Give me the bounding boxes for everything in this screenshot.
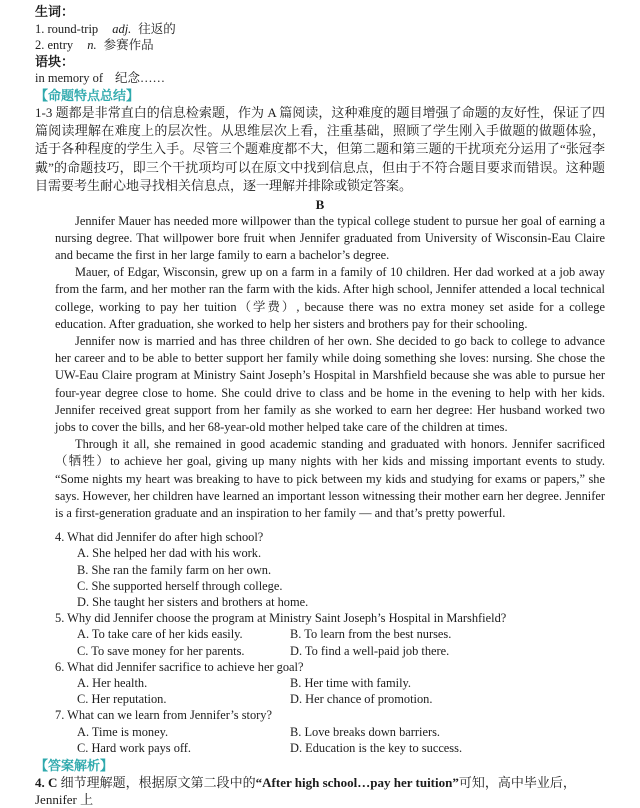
passage-paragraph-4: Through it all, she remained in good academic standing and graduated with honors. Jennifer sacrificed（牺牲）to achieve her goal, giving up many nights with her kids and missing important events to study. “Some nights my heart was breaking to have to pick between my kids and studying for exams or papers,” she says. However, her children have learned an important lesson witnessing their mother earn her degree. Jennifer is a first-generation graduate and an inspiration to her family — and that’s pretty powerful. <box>55 437 605 520</box>
analysis-answer-4-line <box>35 775 605 808</box>
vocab-item-1 <box>35 21 605 38</box>
question-6 <box>55 659 605 708</box>
question-7-stem: 7. What can we learn from Jennifer’s story? <box>55 708 272 723</box>
passage-title: B <box>315 196 325 212</box>
question-5-option-b: B. To learn from the best nurses. <box>290 627 452 642</box>
question-6-stem: 6. What did Jennifer sacrifice to achieve her goal? <box>55 659 304 674</box>
question-4 <box>55 529 605 610</box>
question-7-option-c: C. Hard work pays off. <box>77 740 192 755</box>
question-6-options-row-2 <box>55 691 605 707</box>
analysis-text-2: 可知，高中毕业后，Jennifer 上 <box>35 775 576 807</box>
chunk-phrase: in memory of <box>35 71 104 85</box>
vocab-word: 2. entry <box>35 38 74 52</box>
question-5-option-a: A. To take care of her kids easily. <box>77 627 243 642</box>
summary-text: 1-3 题都是非常直白的信息检索题，作为 A 篇阅读，这种难度的题目增强了命题的友好性，保证了四篇阅读理解在难度上的层次性。从思维层次上看，注重基础，照顾了学生刚入手做题的做题体验，适于各种程度的学生入手。尽管三个题难度都不大，但第二题和第三题的干扰项充分运用了“张冠李戴”的命题技巧，即三个干扰项均可以在原文中找到信息点，但由于不符合题目要求而错误。这种题目需要考生耐心地寻找相关信息点，逐一理解并排除或锁定答案。 <box>35 104 605 194</box>
question-5-stem: 5. Why did Jennifer choose the program at Ministry Saint Joseph’s Hospital in Marshfield? <box>55 611 507 626</box>
vocab-heading: 生词： <box>35 4 75 19</box>
question-4-option-c: C. She supported herself through college. <box>77 578 283 593</box>
chunk-item-1 <box>35 70 605 87</box>
question-6-option-a: A. Her health. <box>77 676 148 691</box>
question-5-option-d: D. To find a well-paid job there. <box>290 643 450 658</box>
analysis-answer-label: 4. C <box>35 775 58 791</box>
chunks-heading: 语块： <box>35 53 75 69</box>
question-5 <box>55 610 605 659</box>
vocab-pos: n. <box>87 38 97 52</box>
analysis-text-1: 细节理解题，根据原文第二段中的 <box>57 775 256 791</box>
question-4-option-b: B. She ran the family farm on her own. <box>77 562 272 577</box>
question-5-options-row-2 <box>55 643 605 659</box>
question-6-option-c: C. Her reputation. <box>77 692 167 707</box>
question-6-options-row-1 <box>55 675 605 691</box>
question-7-option-b: B. Love breaks down barriers. <box>290 724 441 739</box>
passage-paragraph-3: Jennifer now is married and has three children of her own. She decided to go back to college to advance her career and to be able to better support her family while doing something she loves: nursing. She chose the UW-Eau Claire program at Ministry Saint Joseph’s Hospital in Marshfield because she was able to pursue her four-year degree close to home. She could drive to class and be home in the evening to help with her kids. Jennifer received great support from her family as she worked to earn her degree: Her husband worked two jobs to cover the bills, and her 68-year-old mother helped take care of the children at times. <box>55 333 605 434</box>
question-4-stem: 4. What did Jennifer do after high school? <box>55 530 264 545</box>
question-4-option-a: A. She helped her dad with his work. <box>77 546 262 561</box>
question-4-option-d: D. She taught her sisters and brothers at home. <box>77 595 309 609</box>
vocab-pos: adj. <box>112 21 132 36</box>
question-7-option-d: D. Education is the key to success. <box>290 740 463 755</box>
questions-section <box>55 529 605 756</box>
vocab-item-2 <box>35 37 605 54</box>
analysis-heading: 【答案解析】 <box>35 758 114 774</box>
passage-paragraph-1: Jennifer Mauer has needed more willpower than the typical college student to pursue her goal of earning a nursing degree. That willpower bore fruit when Jennifer graduated from University of Wisconsin-Eau Claire and became the first in her large family to earn a bachelor’s degree. <box>55 213 605 262</box>
question-5-options-row-1 <box>55 626 605 642</box>
question-6-option-b: B. Her time with family. <box>290 676 412 691</box>
analysis-quote: “After high school…pay her tuition” <box>255 775 459 791</box>
question-6-option-d: D. Her chance of promotion. <box>290 692 433 707</box>
vocab-meaning: 参赛作品 <box>103 38 154 52</box>
chunk-meaning: 纪念…… <box>115 71 166 85</box>
question-7 <box>55 707 605 756</box>
vocab-word: 1. round-trip <box>35 21 99 36</box>
vocab-meaning: 往返的 <box>138 21 176 36</box>
question-5-option-c: C. To save money for her parents. <box>77 643 245 658</box>
question-7-options-row-2 <box>55 740 605 756</box>
question-7-option-a: A. Time is money. <box>77 724 169 739</box>
passage-paragraph-2: Mauer, of Edgar, Wisconsin, grew up on a farm in a family of 10 children. Her dad worked at a job away from the farm, and her mother ran the farm with the kids. After high school, Jennifer attended a local technical college, working to pay her tuition（学费）, because there was no extra money set aside for a college education. After graduation, she worked to help her sisters and brothers pay for their schooling. <box>55 265 605 331</box>
summary-heading: 【命题特点总结】 <box>35 87 140 103</box>
passage-body <box>55 213 605 523</box>
question-7-options-row-1 <box>55 724 605 740</box>
